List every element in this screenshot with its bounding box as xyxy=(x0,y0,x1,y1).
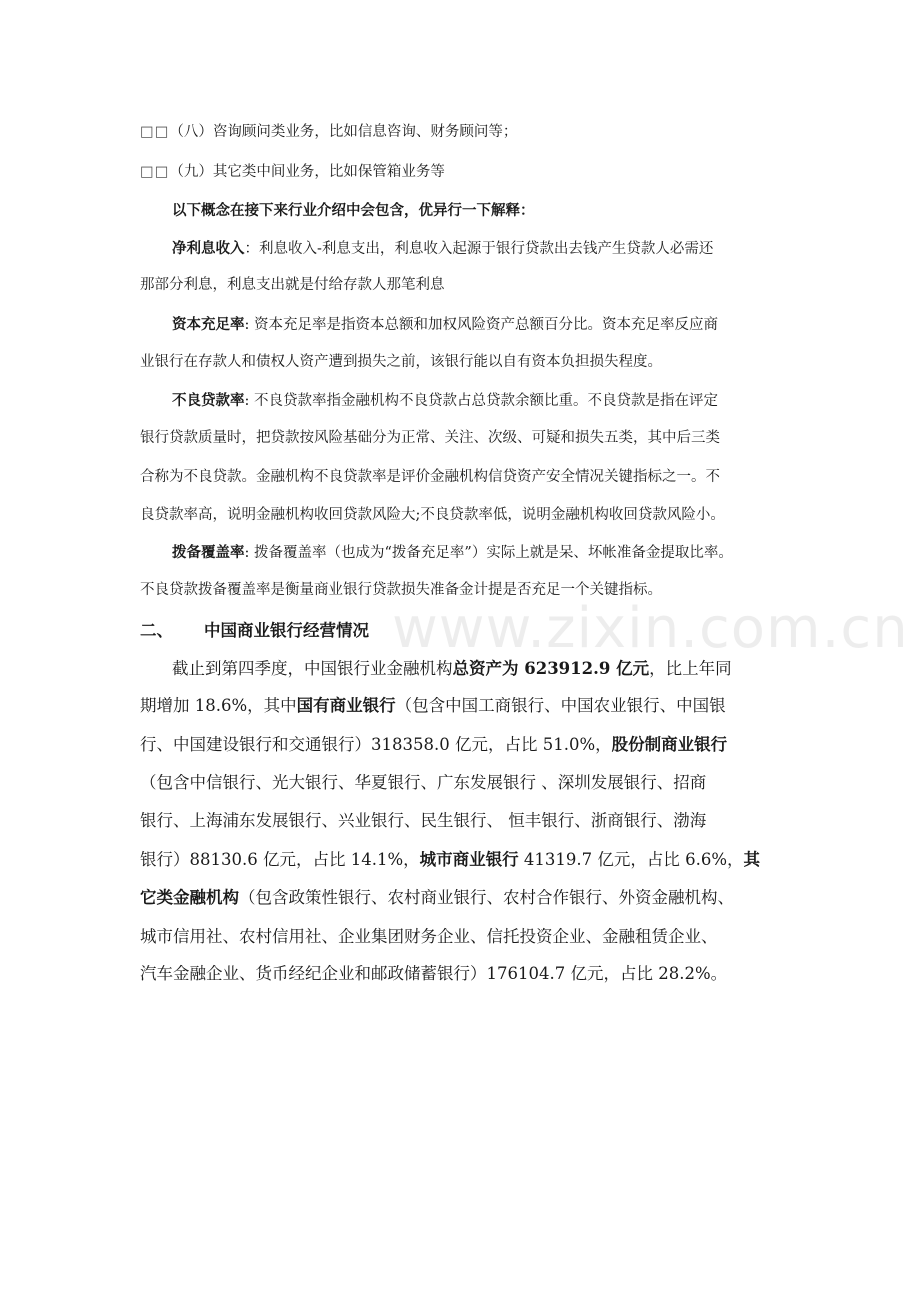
list-item-eight xyxy=(140,120,517,141)
body-line xyxy=(140,923,718,947)
body-text: 行、中国建设银行和交通银行）318358.0 亿元，占比 51.0%， xyxy=(140,735,612,754)
definition-text-line: 那部分利息，利息支出就是付给存款人那笔利息 xyxy=(140,277,445,293)
body-text: （包含中国工商银行、中国农业银行、中国银 xyxy=(395,696,726,715)
term-separator: : xyxy=(244,545,250,561)
list-marker: □□ xyxy=(140,164,170,180)
definition-text: 不良贷款率指金融机构不良贷款占总贷款余额比重。不良贷款是指在评定 xyxy=(249,393,718,409)
body-line xyxy=(140,807,706,831)
watermark: www.zixin.com.cn xyxy=(392,596,909,661)
term-label: 净利息收入 xyxy=(172,241,245,257)
definition-coverage xyxy=(172,541,733,562)
body-text: 41319.7 亿元，占比 6.6%， xyxy=(518,850,744,869)
section-number: 二、 xyxy=(140,621,173,640)
term-label: 不良贷款率 xyxy=(172,393,245,409)
intro-text: 以下概念在接下来行业介绍中会包含，优异行一下解释： xyxy=(172,203,535,219)
list-item-text: （九）其它类中间业务，比如保管箱业务等 xyxy=(169,164,445,180)
term-separator: : xyxy=(244,317,250,333)
definition-text-line: 合称为不良贷款。金融机构不良贷款率是评价金融机构信贷资产安全情况关键指标之一。不 xyxy=(140,469,720,485)
definition-text: 资本充足率是指资本总额和加权风险资产总额百分比。资本充足率反应商 xyxy=(249,317,718,333)
definition-npl xyxy=(172,389,718,410)
list-marker: □□ xyxy=(140,124,170,140)
section-title: 中国商业银行经营情况 xyxy=(204,621,369,640)
definition-text-line: 银行贷款质量时，把贷款按风险基础分为正常、关注、次级、可疑和损失五类，其中后三类 xyxy=(140,430,720,446)
body-line xyxy=(172,655,732,679)
definition-text-line: 不良贷款拨备覆盖率是衡量商业银行贷款损失准备金计提是否充足一个关键指标。 xyxy=(140,582,662,598)
body-line xyxy=(140,731,727,755)
bold-term: 城市商业银行 xyxy=(419,850,519,869)
body-text: 银行、上海浦东发展银行、兴业银行、民生银行、 恒丰银行、浙商银行、渤海 xyxy=(140,811,707,830)
term-label: 拨备覆盖率 xyxy=(172,545,245,561)
body-text: 截止到第四季度，中国银行业金融机构 xyxy=(172,659,453,678)
bold-term: 总资产为 623912.9 亿元 xyxy=(452,659,650,678)
body-line xyxy=(140,846,760,870)
term-separator: ： xyxy=(244,241,259,257)
definition-text-line: 业银行在存款人和债权人资产遭到损失之前，该银行能以自有资本负担损失程度。 xyxy=(140,354,662,370)
term-label: 资本充足率 xyxy=(172,317,245,333)
list-item-nine xyxy=(140,160,445,181)
body-line xyxy=(140,769,706,793)
body-text: 城市信用社、农村信用社、企业集团财务企业、信托投资企业、金融租赁企业、 xyxy=(140,927,718,946)
body-text: （包含政策性银行、农村商业银行、农村合作银行、外资金融机构、 xyxy=(239,888,734,907)
body-line xyxy=(140,884,734,908)
body-line xyxy=(140,960,727,984)
body-text: ，比上年同 xyxy=(649,659,732,678)
bold-term: 它类金融机构 xyxy=(140,888,239,907)
bold-term: 国有商业银行 xyxy=(296,696,396,715)
list-item-text: （八）咨询顾问类业务，比如信息咨询、财务顾问等； xyxy=(169,124,518,140)
definition-text-line: 良贷款率高，说明金融机构收回贷款风险大;不良贷款率低，说明金融机构收回贷款风险小。 xyxy=(140,507,725,523)
body-text: 银行）88130.6 亿元，占比 14.1%， xyxy=(140,850,420,869)
body-line xyxy=(140,692,726,716)
body-text: 汽车金融企业、货币经纪企业和邮政储蓄银行）176104.7 亿元，占比 28.2%。 xyxy=(140,964,728,983)
bold-term: 其 xyxy=(743,850,761,869)
definition-car xyxy=(172,313,718,334)
definition-net-interest xyxy=(172,237,713,258)
body-text: （包含中信银行、光大银行、华夏银行、广东发展银行 、深圳发展银行、招商 xyxy=(140,773,707,792)
definition-text: 利息收入-利息支出，利息收入起源于银行贷款出去钱产生贷款人必需还 xyxy=(259,241,714,257)
bold-term: 股份制商业银行 xyxy=(611,735,728,754)
definition-text: 拨备覆盖率（也成为“拨备充足率”）实际上就是呆、坏帐准备金提取比率。 xyxy=(249,545,733,561)
body-text: 期增加 18.6%，其中 xyxy=(140,696,297,715)
section-heading xyxy=(140,617,369,641)
term-separator: : xyxy=(244,393,250,409)
